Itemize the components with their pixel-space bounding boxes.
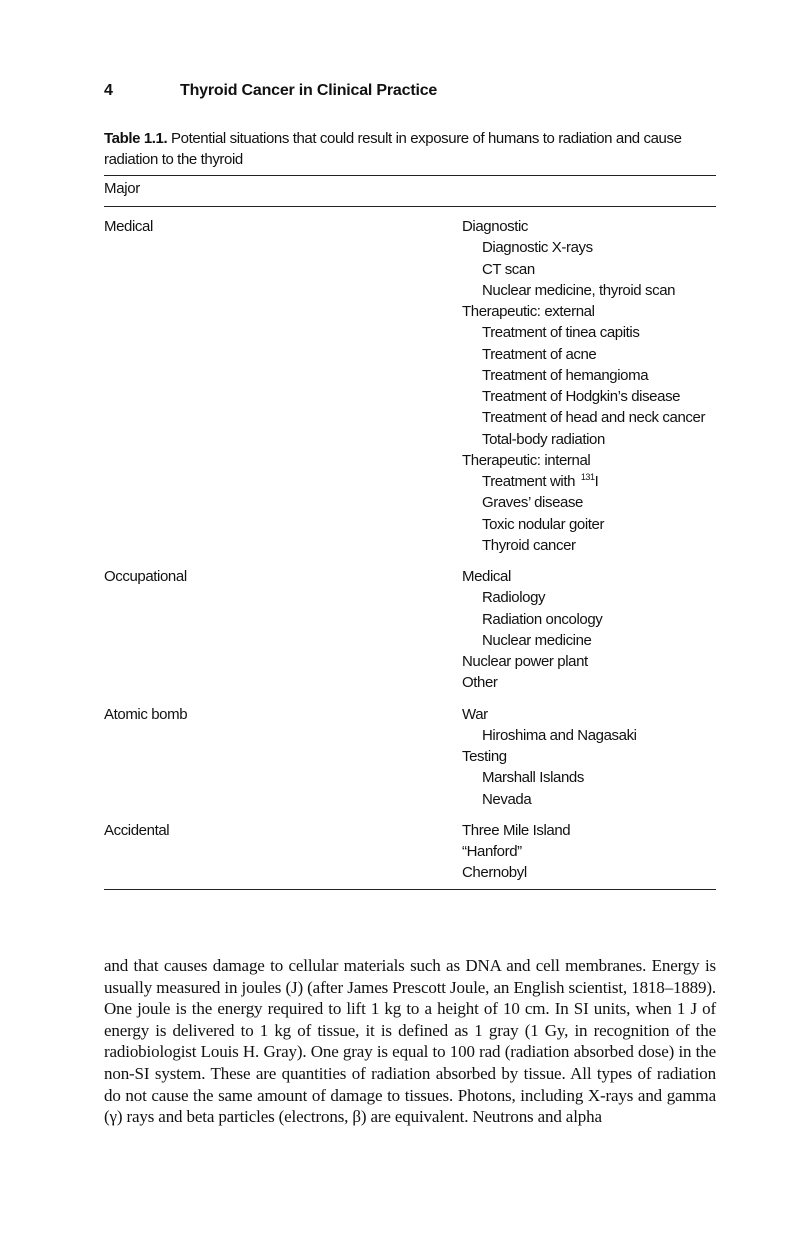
category-items xyxy=(462,566,716,694)
sub-item xyxy=(462,365,716,386)
running-title: Thyroid Cancer in Clinical Practice xyxy=(180,82,438,99)
sub-item xyxy=(462,630,716,651)
table-body xyxy=(104,216,716,884)
item-text: Toxic nodular goiter xyxy=(482,515,605,533)
item-text: Treatment of acne xyxy=(482,345,597,363)
item-heading xyxy=(462,841,716,862)
item-text: Other xyxy=(462,674,498,692)
item-text: Total-body radiation xyxy=(482,430,605,448)
table-group-atomic-bomb xyxy=(104,704,716,810)
table-top-rule xyxy=(104,175,716,176)
item-text: Nuclear medicine xyxy=(482,631,592,649)
item-heading xyxy=(462,450,716,471)
category-label: Medical xyxy=(104,218,153,235)
table-group-medical xyxy=(104,216,716,556)
item-text: Hiroshima and Nagasaki xyxy=(482,726,637,744)
item-heading xyxy=(462,862,716,883)
page-number: 4 xyxy=(104,82,113,99)
item-heading xyxy=(462,820,716,841)
item-text: Graves’ disease xyxy=(482,494,583,512)
category-items xyxy=(462,820,716,884)
item-text: CT scan xyxy=(482,260,535,278)
category-label: Atomic bomb xyxy=(104,705,188,723)
item-heading xyxy=(462,301,716,322)
item-heading xyxy=(462,704,716,725)
element-symbol: I xyxy=(594,473,599,490)
sub-item xyxy=(462,587,716,608)
sub-item xyxy=(462,322,716,343)
item-text: Treatment of tinea capitis xyxy=(482,324,640,342)
table-caption xyxy=(104,128,716,170)
running-head xyxy=(104,82,716,104)
item-text: Three Mile Island xyxy=(462,821,571,839)
category-label: Accidental xyxy=(104,821,170,839)
item-text: War xyxy=(462,705,488,723)
item-text: Chernobyl xyxy=(462,864,527,882)
item-text: Medical xyxy=(462,568,511,585)
isotope-superscript: 131 xyxy=(580,472,595,482)
item-text: Radiation oncology xyxy=(482,610,603,628)
item-text: Testing xyxy=(462,748,507,765)
item-text: Treatment of head and neck cancer xyxy=(482,409,706,427)
item-heading xyxy=(462,566,716,587)
item-text: Treatment of hemangioma xyxy=(482,366,649,384)
item-text: Therapeutic: external xyxy=(462,303,595,320)
item-text: Treatment of Hodgkin’s disease xyxy=(482,388,681,405)
item-text: Marshall Islands xyxy=(482,769,584,787)
table-caption-text: Potential situations that could result in exposure of humans to radiation and cause radiation to the thyroid xyxy=(104,130,682,168)
item-heading xyxy=(462,672,716,693)
item-text: Treatment with xyxy=(482,473,576,490)
table-header-rule xyxy=(104,206,716,207)
column-header-major: Major xyxy=(104,180,141,197)
table-label: Table 1.1. xyxy=(104,130,168,147)
item-heading xyxy=(462,216,716,237)
table-bottom-rule xyxy=(104,889,716,890)
item-text: Diagnostic X-rays xyxy=(482,239,593,257)
sub-item xyxy=(462,767,716,788)
category-items xyxy=(462,704,716,810)
item-text: Nuclear power plant xyxy=(462,653,588,670)
item-text: Thyroid cancer xyxy=(482,536,576,554)
sub-item xyxy=(462,386,716,407)
sub-item xyxy=(462,492,716,513)
sub-item xyxy=(462,259,716,280)
sub-item xyxy=(462,280,716,301)
sub-item xyxy=(462,407,716,428)
item-text: Nuclear medicine, thyroid scan xyxy=(482,281,676,299)
sub-item xyxy=(462,471,716,492)
table-group-occupational xyxy=(104,566,716,694)
body-paragraph: and that causes damage to cellular materials such as DNA and cell membranes. Energy is usually measured in joules (J) (after James Prescott Joule, an English scientist, 1818–1889). One joule is the energy required to lift 1 kg to a height of 10 cm. In SI units, when 1 J of energy is delivered to 1 kg of tissue, it is defined as 1 gray (1 Gy, in recognition of the radiobiologist Louis H. Gray). One gray is equal to 100 rad (radiation absorbed dose) in the non-SI system. These are quantities of radiation absorbed by tissue. All types of radiation do not cause the same amount of damage to tissues. Photons, including X-rays and gamma (γ) rays and beta particles (electrons, β) are equivalent. Neutrons and alpha xyxy=(104,956,716,1127)
category-items xyxy=(462,216,716,556)
item-text: “Hanford” xyxy=(462,843,522,860)
sub-item xyxy=(462,344,716,365)
sub-item xyxy=(462,429,716,450)
table-group-accidental xyxy=(104,820,716,884)
item-text: Therapeutic: internal xyxy=(462,451,591,469)
sub-item xyxy=(462,609,716,630)
category-label: Occupational xyxy=(104,568,187,585)
sub-item xyxy=(462,514,716,535)
sub-item xyxy=(462,789,716,810)
item-heading xyxy=(462,746,716,767)
sub-item xyxy=(462,535,716,556)
item-text: Radiology xyxy=(482,589,546,607)
item-text: Nevada xyxy=(482,790,532,808)
item-heading xyxy=(462,651,716,672)
item-text: Diagnostic xyxy=(462,218,529,235)
sub-item xyxy=(462,237,716,258)
sub-item xyxy=(462,725,716,746)
